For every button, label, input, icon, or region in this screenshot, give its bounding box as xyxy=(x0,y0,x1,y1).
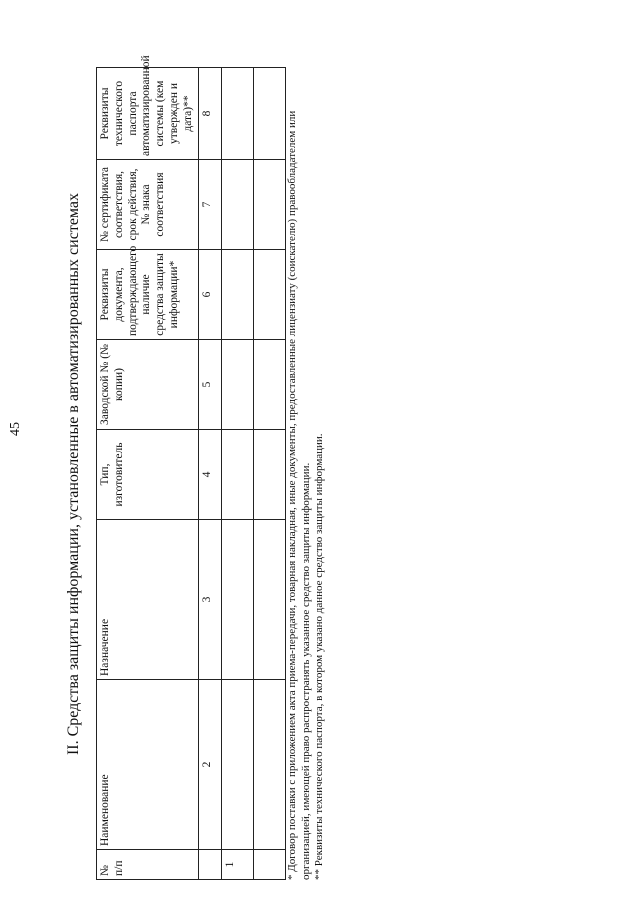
header-document-details: Реквизиты документа, подтверждающего наличие средства защиты информации* xyxy=(97,250,199,340)
table-cell xyxy=(221,430,253,520)
footnote-single-asterisk: * Договор поставки с приложением акта приема-передачи, товарная накладная, иные документы, предоставленные лицензиату (соискателю) правообладателем или организацией, имеющей право распространять указанное средство защиты информации. xyxy=(286,110,312,880)
footnote-double-asterisk: ** Реквизиты технического паспорта, в котором указано данное средство защиты информации. xyxy=(313,433,325,880)
column-number: 2 xyxy=(198,680,221,850)
column-number xyxy=(198,850,221,880)
header-serial-number: Заводской № (№ копии) xyxy=(97,340,199,430)
table-cell xyxy=(221,160,253,250)
table-cell xyxy=(253,340,285,430)
footnotes xyxy=(286,68,327,880)
row-number-cell: 1 xyxy=(221,850,253,880)
column-number: 7 xyxy=(198,160,221,250)
page-number: 45 xyxy=(8,422,23,436)
table-cell xyxy=(221,520,253,680)
header-type-manufacturer: Тип, изготовитель xyxy=(97,430,199,520)
header-certificate: № сертификата соответствия, срок действия, № знака соответствия xyxy=(97,160,199,250)
table-cell xyxy=(221,340,253,430)
table-cell xyxy=(253,250,285,340)
column-number: 3 xyxy=(198,520,221,680)
column-number: 5 xyxy=(198,340,221,430)
rotated-page-content xyxy=(60,55,330,880)
table-header-row xyxy=(97,68,199,880)
header-number: № п/п xyxy=(97,850,199,880)
table-row xyxy=(221,68,253,880)
column-number: 6 xyxy=(198,250,221,340)
column-number: 8 xyxy=(198,68,221,160)
table-cell xyxy=(221,680,253,850)
header-purpose: Назначение xyxy=(97,520,199,680)
header-passport-details: Реквизиты технического паспорта автоматизированной системы (кем утвержден и дата)** xyxy=(97,68,199,160)
section-title: II. Средства защиты информации, установленные в автоматизированных системах xyxy=(65,192,82,756)
table-cell xyxy=(253,68,285,160)
table-cell xyxy=(253,680,285,850)
table-cell xyxy=(221,250,253,340)
table-cell xyxy=(253,520,285,680)
table-cell xyxy=(253,160,285,250)
table-cell xyxy=(253,430,285,520)
table-cell xyxy=(221,68,253,160)
protection-means-table xyxy=(96,55,286,880)
column-number-row xyxy=(198,68,221,880)
header-name: Наименование xyxy=(97,680,199,850)
column-number: 4 xyxy=(198,430,221,520)
row-number-cell xyxy=(253,850,285,880)
table-row xyxy=(253,68,285,880)
